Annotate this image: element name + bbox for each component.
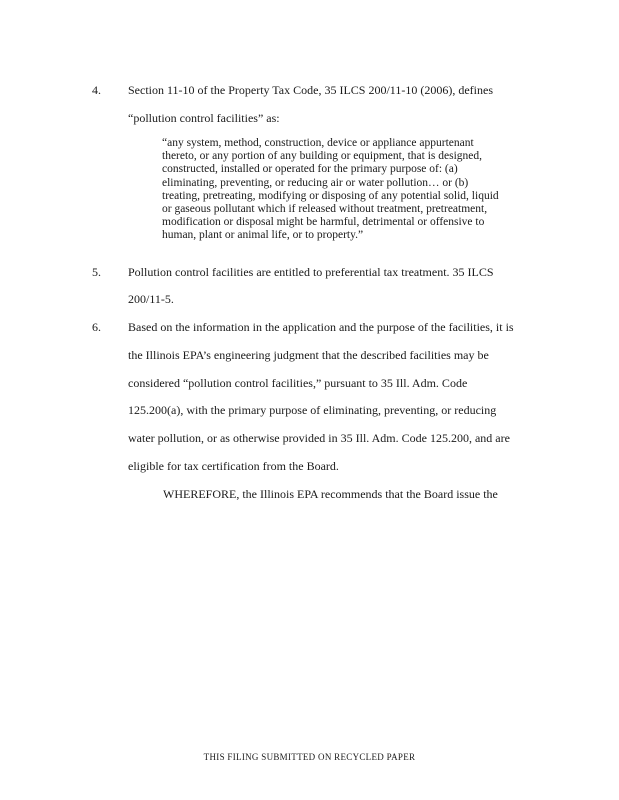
paragraph-number-4: 4. <box>92 83 101 97</box>
paragraph-6-line-5: water pollution, or as otherwise provided in 35 Ill. Adm. Code 125.200, and are <box>128 431 510 445</box>
statute-quote <box>162 137 510 243</box>
quote-line: human, plant or animal life, or to property.” <box>162 229 364 242</box>
paragraph-5-line-2: 200/11-5. <box>128 292 174 306</box>
quote-line: “any system, method, construction, device or appliance appurtenant <box>162 137 474 149</box>
quote-line: thereto, or any portion of any building or equipment, that is designed, <box>162 150 483 163</box>
paragraph-number-6: 6. <box>92 320 101 334</box>
quote-line: constructed, installed or operated for the primary purpose of: (a) <box>162 163 458 176</box>
paragraph-6-line-1: Based on the information in the application and the purpose of the facilities, it is <box>128 320 514 334</box>
quote-line: modification or disposal might be harmful, detrimental or offensive to <box>162 216 485 229</box>
paragraph-6-line-6: eligible for tax certification from the Board. <box>128 459 339 473</box>
recycled-paper-footer: THIS FILING SUBMITTED ON RECYCLED PAPER <box>203 752 416 762</box>
quote-line: eliminating, preventing, or reducing air or water pollution… or (b) <box>162 176 469 189</box>
paragraph-6-line-3: considered “pollution control facilities,” pursuant to 35 Ill. Adm. Code <box>128 376 468 390</box>
quote-line: or gaseous pollutant which if released without treatment, pretreatment, <box>162 203 488 216</box>
paragraph-4-line-2: “pollution control facilities” as: <box>128 111 280 125</box>
paragraph-5-line-1: Pollution control facilities are entitled to preferential tax treatment. 35 ILCS <box>128 265 494 279</box>
paragraph-6-line-4: 125.200(a), with the primary purpose of eliminating, preventing, or reducing <box>128 403 497 417</box>
quote-line: treating, pretreating, modifying or disposing of any potential solid, liquid <box>162 189 499 202</box>
wherefore-clause: WHEREFORE, the Illinois EPA recommends that the Board issue the <box>163 487 498 501</box>
paragraph-6-line-2: the Illinois EPA’s engineering judgment that the described facilities may be <box>128 348 489 362</box>
paragraph-number-5: 5. <box>92 265 101 279</box>
paragraph-4-line-1: Section 11-10 of the Property Tax Code, 35 ILCS 200/11-10 (2006), defines <box>128 83 493 97</box>
